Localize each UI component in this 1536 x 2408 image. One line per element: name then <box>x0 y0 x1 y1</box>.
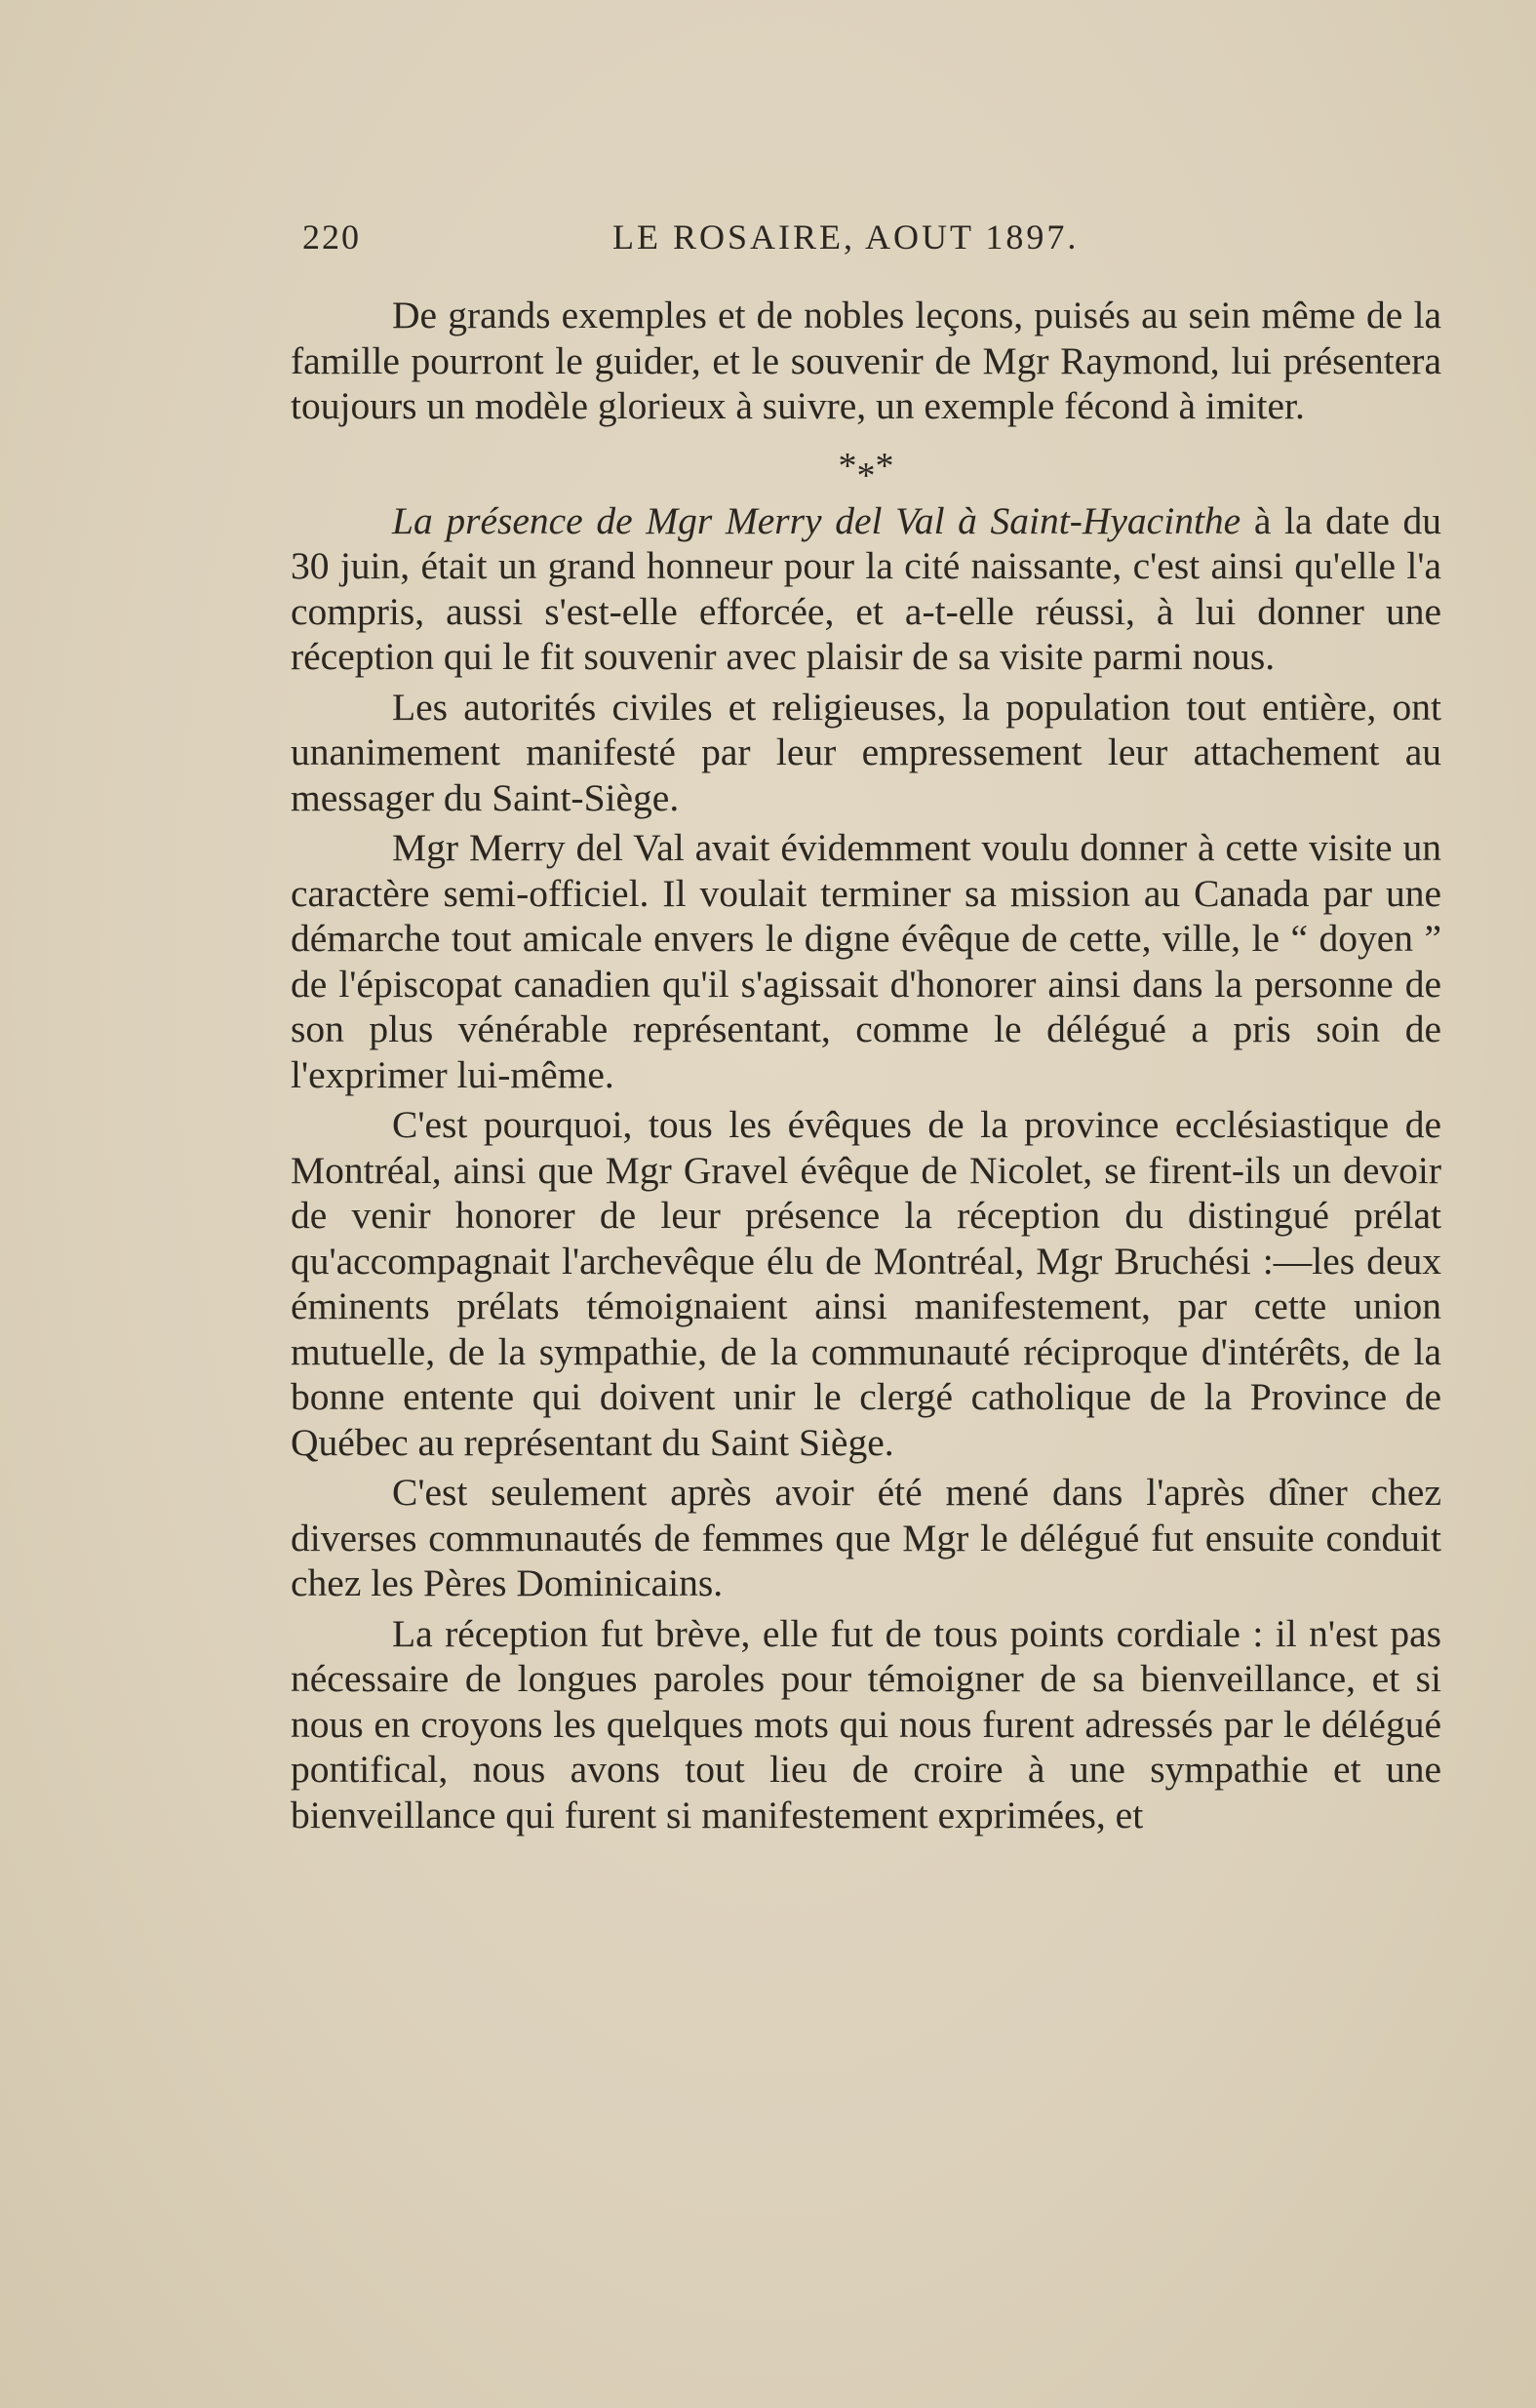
asterism-star-right: * <box>875 445 894 487</box>
paragraph-6: C'est seulement après avoir été mené dans l'après dîner chez diverses communautés de femmes que Mgr le délégué fut ensuite conduit chez les Pères Dominicains. <box>291 1471 1441 1604</box>
paragraph-3: Les autorités civiles et religieuses, la population tout entière, ont unanimement manifesté par leur empressement leur attachement au messager du Saint-Siège. <box>291 685 1441 819</box>
paragraph-4: Mgr Merry del Val avait évidemment voulu donner à cette visite un caractère semi-officiel. Il voulait terminer sa mission au Canada par une démarche tout amicale envers le digne évêque de cette, ville, le “ doyen ” de l'épiscopat canadien qu'il s'agissait d'honorer ainsi dans la personne de son plus vénérable représentant, comme le délégué a pris soin de l'exprimer lui-même. <box>291 826 1441 1096</box>
paragraph-5: C'est pourquoi, tous les évêques de la province ecclésiastique de Montréal, ainsi que Mgr Gravel évêque de Nicolet, se firent-ils un devoir de venir honorer de leur présence la réception du distingué prélat qu'accompagnait l'archevêque élu de Montréal, Mgr Bruchési :—les deux éminents prélats témoignaient ainsi manifestement, par cette union mutuelle, de la sympathie, de la communauté réciproque d'intérêts, de la bonne entente qui doivent unir le clergé catholique de la Province de Québec au représentant du Saint Siège. <box>291 1103 1441 1464</box>
running-title: LE ROSAIRE, AOUT 1897. <box>612 217 1080 257</box>
asterism-star-left: * <box>838 445 857 487</box>
page-number: 220 <box>302 217 361 257</box>
paragraph-7: La réception fut brève, elle fut de tous points cordiale : il n'est pas nécessaire de longues paroles pour témoigner de sa bienveillance, et si nous en croyons les quelques mots qui nous furent adressés par le délégué pontifical, nous avons tout lieu de croire à une sympathie et une bienveillance qui furent si manifestement exprimées, et <box>291 1611 1441 1836</box>
asterism-separator <box>291 434 1441 498</box>
page-header <box>291 217 1441 265</box>
body-text <box>291 293 1441 1842</box>
paragraph-2-italic-lead: La présence de Mgr Merry del Val à Saint-Hyacinthe <box>392 498 1241 542</box>
paragraph-2-text: à la date du 30 juin, était un grand honneur pour la cité naissante, c'est ainsi qu'elle l'a compris, aussi s'est-elle efforcée, et a-t-elle réussi, à lui donner une réception qui le fit souvenir avec plaisir de sa visite parmi nous. <box>291 498 1441 678</box>
paragraph-2 <box>291 498 1441 680</box>
paragraph-1: De grands exemples et de nobles leçons, puisés au sein même de la famille pourront le guider, et le souvenir de Mgr Raymond, lui présentera toujours un modèle glorieux à suivre, un exemple fécond à imiter. <box>291 294 1441 427</box>
asterism-star-middle: * <box>856 454 876 496</box>
